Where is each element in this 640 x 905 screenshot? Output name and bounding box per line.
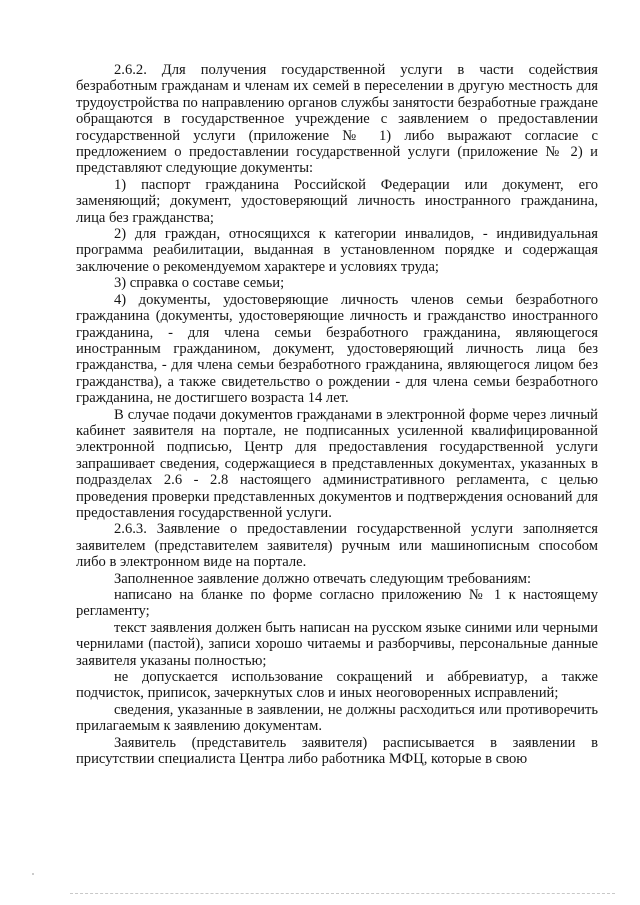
paragraph-signature: Заявитель (представитель заявителя) расписывается в заявлении в присутствии специалиста Центра либо работника МФЦ, которые в свою bbox=[76, 734, 598, 768]
list-item-1-passport: 1) паспорт гражданина Российской Федерации или документ, его заменяющий; документ, удостоверяющий личность иностранного гражданина, лица без гражданства; bbox=[76, 176, 598, 226]
requirement-no-abbreviations: не допускается использование сокращений и аббревиатур, а также подчисток, приписок, зачеркнутых слов и иных неоговоренных исправлений; bbox=[76, 669, 598, 702]
document-body bbox=[76, 62, 598, 767]
paragraph-2-6-3: 2.6.3. Заявление о предоставлении государственной услуги заполняется заявителем (представителем заявителя) ручным или машинописным способом либо в электронном виде на портале. bbox=[76, 521, 598, 571]
paragraph-requirements-intro: Заполненное заявление должно отвечать следующим требованиям: bbox=[114, 570, 532, 587]
paragraph-2-6-2: 2.6.2. Для получения государственной услуги в части содействия безработным гражданам и членам их семей в переселении в другую местность для трудоустройства по направлению органов службы занятости безработные граждане обращаются в государственное учреждение с заявлением о предоставлении государственной услуги (приложение № 1) либо выражают согласие с предложением о предоставлении государственной услуги (приложение № 2) и представляют следующие документы: bbox=[76, 62, 598, 177]
list-item-4-family-documents: 4) документы, удостоверяющие личность членов семьи безработного гражданина (документы, удостоверяющие личность и гражданство иностранного гражданина, - для члена семьи безработного гражданина, являющегося иностранным гражданином, документ, удостоверяющий личность лица без гражданства, - для члена семьи безработного гражданина, являющегося лицом без гражданства), а также свидетельство о рождении - для члена семьи безработного гражданина, не достигшего возраста 14 лет. bbox=[76, 291, 598, 407]
requirement-language: текст заявления должен быть написан на русском языке синими или черными чернилами (пастой), записи хорошо читаемы и разборчивы, персональные данные заявителя указаны полностью; bbox=[76, 619, 598, 669]
list-item-2-rehabilitation-program: 2) для граждан, относящихся к категории инвалидов, - индивидуальная программа реабилитации, выданная в установленном порядке и содержащая заключение о рекомендуемом характере и условиях труда; bbox=[76, 226, 598, 275]
list-item-3-family-certificate: 3) справка о составе семьи; bbox=[114, 275, 285, 292]
page-bottom-edge bbox=[70, 893, 615, 894]
requirement-consistency: сведения, указанные в заявлении, не должны расходиться или противоречить прилагаемым к заявлению документам. bbox=[76, 701, 598, 735]
requirement-form: написано на бланке по форме согласно приложению № 1 к настоящему регламенту; bbox=[76, 587, 598, 620]
paragraph-electronic-submission: В случае подачи документов гражданами в электронной форме через личный кабинет заявителя на портале, не подписанных усиленной квалифицированной электронной подписью, Центр для предоставления государственной услуги запрашивает сведения, содержащиеся в представленных документах, указанных в подразделах 2.6 - 2.8 настоящего административного регламента, с целью проведения проверки представленных документов и подтверждения оснований для предоставления государственной услуги. bbox=[76, 406, 598, 521]
scan-speck bbox=[32, 873, 34, 875]
